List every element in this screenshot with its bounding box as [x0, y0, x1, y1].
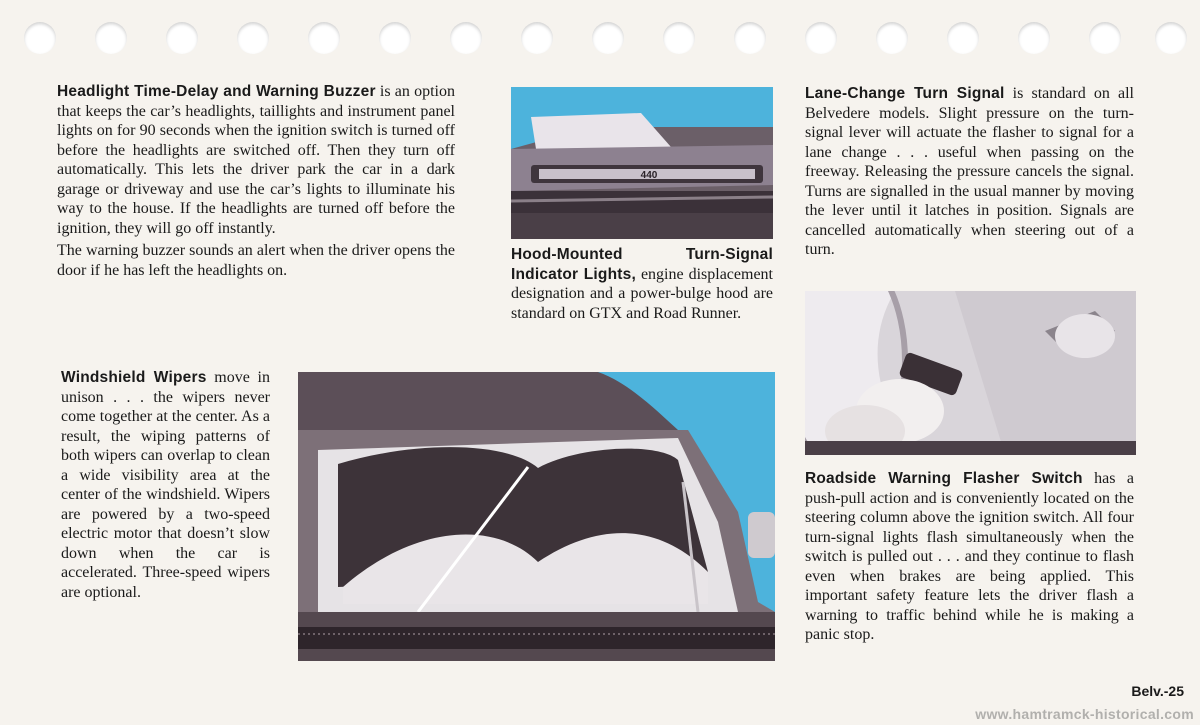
binder-hole — [95, 22, 127, 54]
headlight-heading: Headlight Time-Delay and Warning Buzzer — [57, 83, 376, 100]
lane-change-body: is standard on all Belvedere models. Slight pressure on the turn-signal lever will actuate the flasher to signal for a lane change . . . useful when passing on the freeway. Releasing the pressure cancels the signal. Turns are signalled in the usual manner by moving the lever until it latches in position. Signals are cancelled automatically when steering out of a turn. — [805, 85, 1134, 258]
binder-hole — [379, 22, 411, 54]
binder-hole — [805, 22, 837, 54]
binder-hole — [24, 22, 56, 54]
wipers-body: move in unison . . . the wipers never come together at the center. As a result, the wiping patterns of both wipers can overlap to clean a wide visibility area at the center of the windshield. Wipers are powered by a two-speed electric motor that doesn’t slow down when the car is accelerated. Three-speed wipers are optional. — [61, 369, 270, 601]
binder-hole — [237, 22, 269, 54]
wipers-paragraph — [61, 368, 270, 602]
binder-hole — [521, 22, 553, 54]
binder-hole — [1089, 22, 1121, 54]
page-number: Belv.-25 — [1131, 683, 1184, 699]
flasher-paragraph — [805, 469, 1134, 645]
flasher-body: has a push-pull action and is conveniently located on the steering column above the ignition switch. All four turn-signal lights flash simultaneously when the switch is pulled out . . . and they continue to flash even when brakes are being applied. This important safety feature lets the driver flash a warning to traffic behind while he is making a panic stop. — [805, 470, 1135, 643]
headlight-paragraph — [57, 82, 455, 238]
headlight-body: is an option that keeps the car’s headlights, taillights and instrument panel lights on for 90 seconds when the ignition switch is turned off before the headlights are switched off. Then they turn off automatically. This lets the driver park the car in a dark garage or driveway and use the car’s lights to illuminate his way to the house. If the headlights are turned off before the ignition, they will go off instantly. — [57, 83, 455, 237]
binder-hole — [876, 22, 908, 54]
flasher-heading: Roadside Warning Flasher Switch — [805, 470, 1083, 487]
headlight-section — [57, 82, 455, 280]
binder-hole — [166, 22, 198, 54]
binder-hole — [450, 22, 482, 54]
hood-paragraph — [511, 245, 773, 323]
binder-hole — [663, 22, 695, 54]
site-watermark: www.hamtramck-historical.com — [975, 706, 1194, 722]
binder-hole — [1018, 22, 1050, 54]
binder-hole — [592, 22, 624, 54]
hood-section — [511, 245, 773, 323]
lane-change-heading: Lane-Change Turn Signal — [805, 85, 1005, 102]
buzzer-paragraph: The warning buzzer sounds an alert when the driver opens the door if he has left the headlights on. — [57, 242, 455, 279]
binder-hole — [947, 22, 979, 54]
binder-hole — [1155, 22, 1187, 54]
flasher-switch-photo — [805, 291, 1136, 455]
binder-hole — [734, 22, 766, 54]
lane-change-section — [805, 84, 1134, 260]
wipers-section — [61, 368, 270, 602]
binder-holes — [0, 22, 1200, 58]
hood-heading: Hood-Mounted Turn-Signal Indicator Lights, — [511, 246, 773, 283]
hood-body: engine displacement designation and a power-bulge hood are standard on GTX and Road Runner. — [511, 265, 773, 322]
flasher-section — [805, 469, 1134, 645]
windshield-wipers-photo — [298, 372, 775, 661]
hood-indicator-photo — [511, 87, 773, 239]
binder-hole — [308, 22, 340, 54]
lane-change-paragraph — [805, 84, 1134, 260]
wipers-heading: Windshield Wipers — [61, 369, 207, 386]
hood-badge-text: 440 — [640, 170, 658, 181]
